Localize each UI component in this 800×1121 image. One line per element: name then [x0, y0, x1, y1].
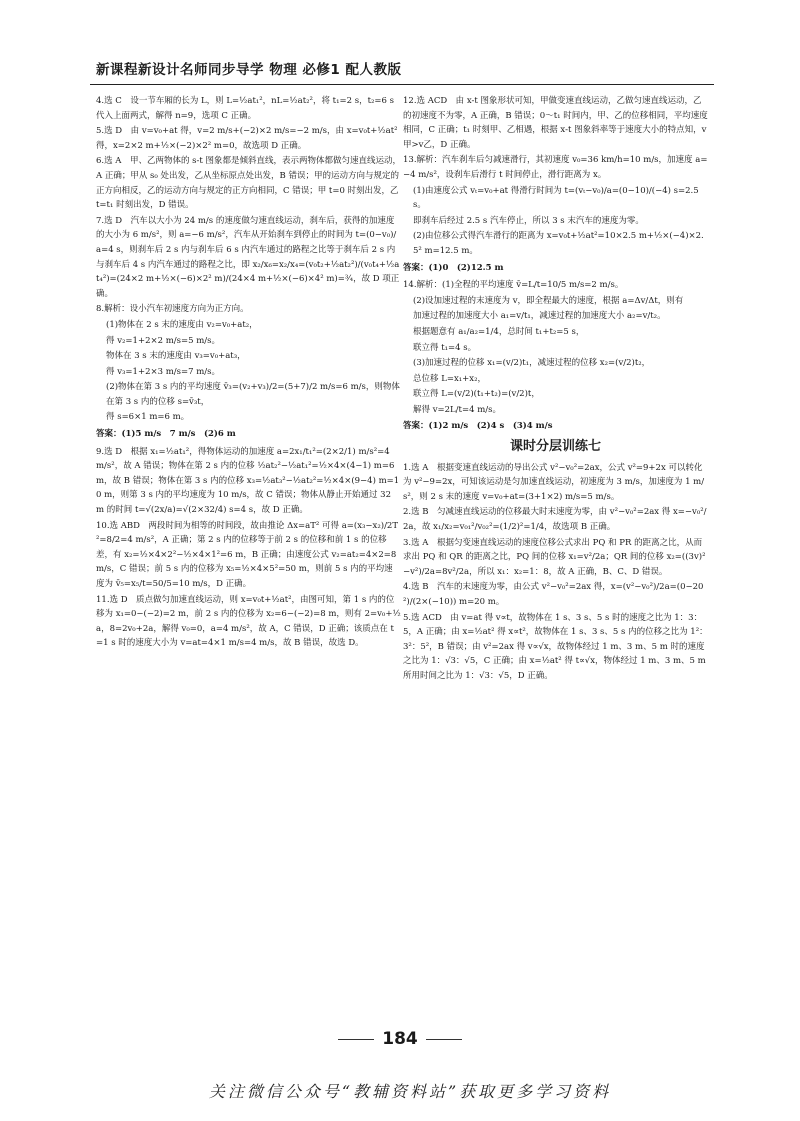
answer-line: 总位移 L=x₁+x₂， — [413, 373, 486, 384]
answer-item: 12.选 ACD 由 x-t 图象形状可知，甲做变速直线运动，乙做匀速直线运动，乙的初速度不为零，A 正确，B 错误；0～t₁ 时间内，甲、乙的位移相同，平均速度相同，C 正确；t₁ 时刻甲、乙相遇，根据 x-t 图象斜率等于速度大小的特点知，v甲>v乙，D 正确。 — [403, 96, 708, 150]
answer-item: 14.解析：(1)全程的平均速度 v̄=L/t=10/5 m/s=2 m/s。 — [403, 280, 624, 291]
answer-line: (2)设加速过程的末速度为 v，即全程最大的速度，根据 a=Δv/Δt，则有 — [413, 295, 684, 306]
page-number — [0, 1029, 800, 1049]
answer-item: 13.解析：汽车刹车后匀减速滑行，其初速度 v₀=36 km/h=10 m/s，加速度 a=−4 m/s²，设刹车后滑行 t 时间停止，滑行距离为 x。 — [403, 155, 708, 180]
answer-item: 5.选 ACD 由 v=at 得 v∝t，故物体在 1 s、3 s、5 s 时的速度之比为 1：3：5，A 正确；由 x=½at² 得 x∝t²，故物体在 1 s、3 s、5 s 内的位移之比为 1²：3²：5²，B 错误；由 v²=2ax 得 v∝√x，故物体经过 1 m、3 m、5 m 时的速度之比为 1：√3：√5，C 正确；由 x=½at² 得 t∝√x，物体经过 1 m、3 m、5 m 所用时间之比为 1：√3：√5，D 正确。 — [403, 612, 708, 681]
answer-line: 联立得 t₁=4 s。 — [413, 342, 477, 353]
answer-line: 得 v₂=1+2×2 m/s=5 m/s。 — [106, 335, 221, 346]
answer-line: 即刹车后经过 2.5 s 汽车停止，所以 3 s 末汽车的速度为零。 — [413, 215, 644, 226]
answer-summary: 答案：(1)0 (2)12.5 m — [403, 262, 504, 273]
answer-item: 4.选 C 设一节车厢的长为 L，则 L=½at₁²，nL=½at₂²，将 t₁=2 s，t₂=6 s 代入上面两式，解得 n=9，选项 C 正确。 — [96, 96, 394, 121]
answer-item: 10.选 ABD 两段时间为相等的时间段，故由推论 Δx=aT² 可得 a=(x₃−x₂)/2T²=8/2=4 m/s²，A 正确；第 2 s 内的位移等于前 2 s 的位移和前 1 s 的位移差，有 x₂=½×4×2²−½×4×1²=6 m，B 正确；由速度公式 v₂=at₂=4×2=8 m/s，C 错误；前 5 s 内的位移为 x₅=½×4×5²=50 m，则前 5 s 内的平均速度为 v̄₅=x₅/t=50/5=10 m/s，D 正确。 — [96, 520, 399, 589]
footer-note: 关注微信公众号“教辅资料站”获取更多学习资料 — [208, 1082, 612, 1101]
answer-item: 8.解析：设小汽车初速度方向为正方向。 — [96, 304, 249, 315]
page-number-dash-left — [338, 1039, 374, 1040]
left-column — [96, 94, 401, 652]
answer-line: (2)物体在第 3 s 内的平均速度 v̄₃=(v₂+v₃)/2=(5+7)/2 m/s=6 m/s，则物体在第 3 s 内的位移 s=v̄₃t， — [106, 382, 400, 407]
answer-line: (1)物体在 2 s 末的速度由 v₂=v₀+at₂， — [106, 319, 258, 330]
answer-line: (1)由速度公式 vₜ=v₀+at 得滑行时间为 t=(vₜ−v₀)/a=(0−10)/(−4) s=2.5 s。 — [413, 185, 699, 211]
answer-line: 得 v₃=1+2×3 m/s=7 m/s。 — [106, 366, 221, 377]
answer-line: 联立得 L=(v/2)(t₁+t₂)=(v/2)t， — [413, 389, 540, 400]
answer-line: 解得 v=2L/t=4 m/s。 — [413, 404, 501, 415]
answer-summary: 答案：(1)5 m/s 7 m/s (2)6 m — [96, 429, 236, 440]
answer-line: 加速过程的加速度大小 a₁=v/t₁，减速过程的加速度大小 a₂=v/t₂。 — [413, 311, 666, 322]
answer-item: 4.选 B 汽车的末速度为零，由公式 v²−v₀²=2ax 得，x=(v²−v₀²)/2a=(0−20²)/(2×(−10)) m=20 m。 — [403, 582, 704, 607]
answer-line: 根据题意有 a₁/a₂=1/4，总时间 t₁+t₂=5 s， — [413, 326, 585, 337]
answer-line: 物体在 3 s 末的速度由 v₃=v₀+at₃， — [106, 351, 246, 362]
page-header: 新课程新设计名师同步导学 物理 必修1 配人教版 — [96, 62, 402, 78]
header-rule — [90, 84, 714, 85]
answer-item: 7.选 D 汽车以大小为 24 m/s 的速度做匀速直线运动，刹车后，获得的加速度的大小为 6 m/s²，则 a=−6 m/s²，汽车从开始刹车到停止的时间为 t=(0−v₀)/a=4 s，则刹车后 2 s 内与刹车后 6 s 内汽车通过的路程之比等于刹车后 2 s 内与刹车后 4 s 内汽车通过的路程之比，即 x₂/x₆=x₂/x₄=(v₀t₂+½at₂²)/(v₀t₄+½at₄²)=(24×2 m+½×(−6)×2² m)/(24×4 m+½×(−6)×4² m)=¾，故 D 项正确。 — [96, 215, 400, 299]
answer-summary: 答案：(1)2 m/s (2)4 s (3)4 m/s — [403, 421, 553, 432]
answer-item: 1.选 A 根据变速直线运动的导出公式 v²−v₀²=2ax，公式 v²=9+2x 可以转化为 v²−9=2x，可知该运动是匀加速直线运动，初速度为 3 m/s，加速度为 1 m/s²，则 2 s 末的速度 v=v₀+at=(3+1×2) m/s=5 m/s。 — [403, 462, 705, 502]
answer-item: 9.选 D 根据 x₁=½at₁²，得物体运动的加速度 a=2x₁/t₁²=(2×2/1) m/s²=4 m/s²，故 A 错误；物体在第 2 s 内的位移 ½at₂²−½at₁²=½×4×(4−1) m=6 m，故 B 错误；物体在第 3 s 内的位移 x₃=½at₃²−½at₂²=½×4×(9−4) m=10 m，则第 3 s 内的平均速度为 10 m/s，故 C 错误；物体从静止开始通过 32 m 的时间 t=√(2x/a)=√(2×32/4) s=4 s，故 D 正确。 — [96, 446, 400, 516]
answer-item: 11.选 D 质点做匀加速直线运动，则 x=v₀t+½at²，由图可知，第 1 s 内的位移为 x₁=0−(−2)=2 m，前 2 s 内的位移为 x₂=6−(−2)=8 m，则有 2=v₀+½a，8=2v₀+2a，解得 v₀=0，a=4 m/s²，故 A，C 错误，D 正确；该质点在 t=1 s 时的速度大小为 v=at=4×1 m/s=4 m/s，故 B 错误，故选 D。 — [96, 594, 401, 649]
answer-item: 3.选 A 根据匀变速直线运动的速度位移公式求出 PQ 和 PR 的距离之比，从而求出 PQ 和 QR 的距离之比，PQ 间的位移 x₁=v²/2a；QR 间的位移 x₂=((3v)²−v²)/2a=8v²/2a，所以 x₁：x₂=1：8，故 A 正确，B、C、D 错误。 — [403, 537, 706, 577]
answer-item: 6.选 A 甲、乙两物体的 s-t 图象都是倾斜直线，表示两物体都做匀速直线运动，A 正确；甲从 s₀ 处出发，乙从坐标原点处出发，B 错误；甲的运动方向与规定的正方向相反，乙的运动方向与规定的正方向相同，C 错误；甲 t=0 时刻出发，乙 t=t₁ 时刻出发，D 错误。 — [96, 156, 402, 211]
answer-item: 5.选 D 由 v=v₀+at 得，v=2 m/s+(−2)×2 m/s=−2 m/s，由 x=v₀t+½at² 得，x=2×2 m+½×(−2)×2² m=0，故选项 D 正确。 — [96, 126, 398, 151]
page-number-dash-right — [426, 1039, 462, 1040]
answer-item: 2.选 B 匀减速直线运动的位移最大时末速度为零，由 v²−v₀²=2ax 得 x=−v₀²/2a，故 x₁/x₂=v₀₁²/v₀₂²=(1/2)²=1/4，故选项 B 正确。 — [403, 507, 707, 533]
answer-line: (3)加速过程的位移 x₁=(v/2)t₁，减速过程的位移 x₂=(v/2)t₂， — [413, 358, 651, 369]
answer-line: 得 s=6×1 m=6 m。 — [106, 412, 190, 423]
right-column — [403, 94, 708, 685]
answer-line: (2)由位移公式得汽车滑行的距离为 x=v₀t+½at²=10×2.5 m+½×(−4)×2.5² m=12.5 m。 — [413, 231, 704, 256]
section-title: 课时分层训练七 — [509, 439, 601, 455]
page-number-text: 184 — [382, 1029, 418, 1049]
